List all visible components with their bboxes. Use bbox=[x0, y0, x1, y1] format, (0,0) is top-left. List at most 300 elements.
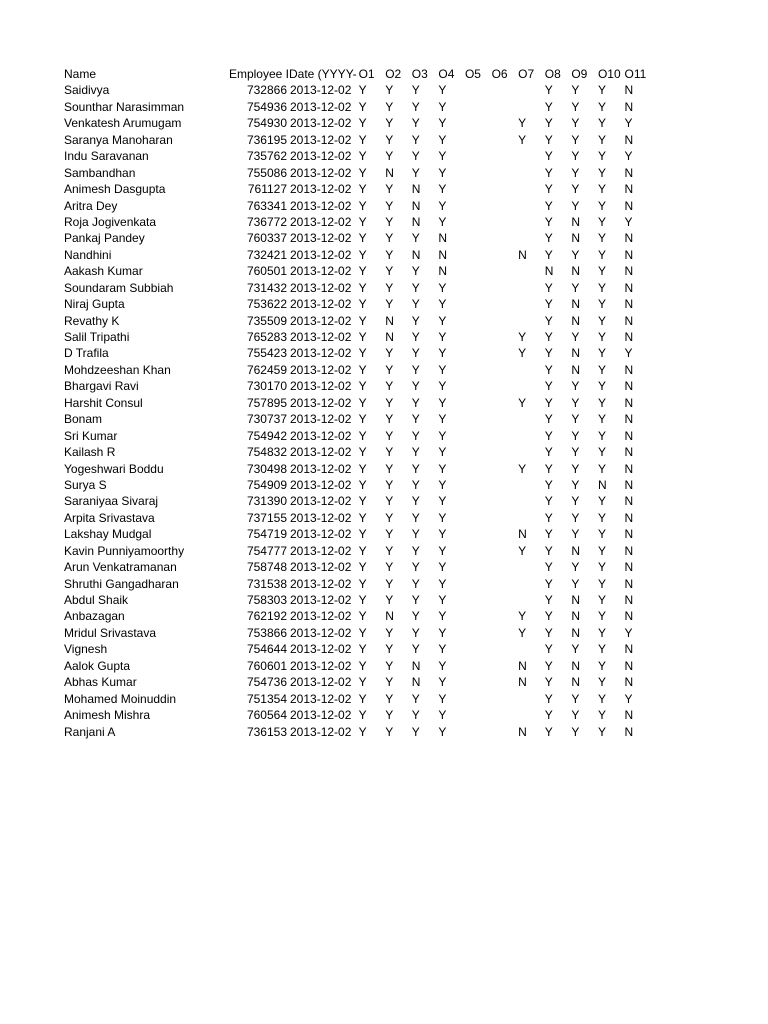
table-row bbox=[64, 165, 649, 181]
cell-o3: Y bbox=[411, 149, 420, 164]
cell-o7 bbox=[516, 477, 543, 493]
cell-o1: Y bbox=[358, 83, 367, 98]
cell-o11: N bbox=[624, 132, 634, 147]
column-header-o7: O7 bbox=[518, 67, 535, 81]
cell-o6 bbox=[490, 362, 517, 378]
cell-o1: Y bbox=[358, 642, 367, 657]
cell-o9: N bbox=[571, 543, 581, 558]
cell-employee-id: 757895 bbox=[246, 395, 287, 410]
table-row bbox=[64, 329, 649, 345]
cell-o11: N bbox=[624, 83, 634, 98]
table-row bbox=[64, 674, 649, 690]
cell-o4: Y bbox=[438, 346, 447, 361]
cell-date: 2013-12-02 bbox=[290, 149, 352, 164]
cell-name: Sambandhan bbox=[64, 165, 136, 180]
cell-o11: Y bbox=[624, 214, 633, 229]
cell-o6 bbox=[490, 625, 517, 641]
cell-o10: Y bbox=[597, 165, 606, 180]
cell-o8: Y bbox=[544, 675, 553, 690]
cell-o11: Y bbox=[624, 149, 633, 164]
cell-o3: N bbox=[411, 675, 421, 690]
cell-o8: Y bbox=[544, 428, 553, 443]
cell-o8: Y bbox=[544, 280, 553, 295]
cell-o2: Y bbox=[385, 214, 394, 229]
cell-o6 bbox=[490, 559, 517, 575]
table-row bbox=[64, 230, 649, 246]
cell-employee-id: 754936 bbox=[246, 99, 287, 114]
cell-o6 bbox=[490, 658, 517, 674]
cell-o10: Y bbox=[597, 264, 606, 279]
cell-o9: Y bbox=[571, 165, 580, 180]
cell-employee-id: 735509 bbox=[246, 313, 287, 328]
cell-name: Anbazagan bbox=[64, 609, 125, 624]
cell-date: 2013-12-02 bbox=[290, 593, 352, 607]
cell-o9: Y bbox=[571, 247, 580, 262]
cell-o9: Y bbox=[571, 461, 580, 476]
cell-employee-id: 736153 bbox=[246, 724, 287, 739]
cell-o7 bbox=[516, 411, 543, 427]
cell-o9: Y bbox=[571, 642, 580, 657]
cell-o4: Y bbox=[438, 362, 447, 377]
cell-o7 bbox=[516, 165, 543, 181]
cell-o5 bbox=[463, 559, 490, 575]
cell-o5 bbox=[463, 198, 490, 214]
cell-o3: Y bbox=[411, 132, 420, 147]
table-row bbox=[64, 510, 649, 526]
cell-o9: Y bbox=[571, 395, 580, 410]
column-header-o1: O1 bbox=[358, 67, 375, 81]
cell-o8: Y bbox=[544, 412, 553, 427]
cell-employee-id: 731432 bbox=[246, 280, 287, 295]
cell-employee-id: 730737 bbox=[246, 412, 287, 427]
cell-o5 bbox=[463, 280, 490, 296]
cell-o2: Y bbox=[385, 675, 394, 690]
cell-o8: Y bbox=[544, 231, 553, 246]
cell-o10: Y bbox=[597, 247, 606, 262]
cell-o8: Y bbox=[544, 297, 553, 312]
cell-o7 bbox=[516, 313, 543, 329]
cell-o5 bbox=[463, 707, 490, 723]
cell-o3: Y bbox=[411, 461, 420, 476]
table-row bbox=[64, 198, 649, 214]
cell-o7: Y bbox=[518, 330, 527, 344]
cell-o10: Y bbox=[597, 149, 606, 164]
cell-o10: Y bbox=[597, 576, 606, 591]
column-header-o10: O10 bbox=[597, 67, 621, 81]
cell-date: 2013-12-02 bbox=[290, 428, 352, 443]
cell-o9: N bbox=[571, 297, 581, 312]
cell-employee-id: 731538 bbox=[246, 576, 287, 591]
cell-o7: N bbox=[518, 675, 527, 690]
cell-employee-id: 736772 bbox=[246, 214, 287, 229]
cell-o7 bbox=[516, 707, 543, 723]
cell-date: 2013-12-02 bbox=[290, 412, 352, 427]
cell-o11: N bbox=[624, 445, 634, 460]
cell-o10: Y bbox=[597, 214, 606, 229]
cell-date: 2013-12-02 bbox=[290, 395, 352, 410]
cell-o11: N bbox=[624, 609, 634, 624]
cell-o7 bbox=[516, 510, 543, 526]
cell-o2: Y bbox=[385, 724, 394, 739]
cell-o1: Y bbox=[358, 231, 367, 246]
cell-o5 bbox=[463, 165, 490, 181]
cell-employee-id: 760564 bbox=[246, 708, 287, 723]
cell-o3: Y bbox=[411, 346, 420, 361]
cell-o7 bbox=[516, 691, 543, 707]
cell-o3: Y bbox=[411, 395, 420, 410]
column-header-o3: O3 bbox=[411, 67, 428, 81]
cell-o2: N bbox=[385, 609, 394, 624]
cell-date: 2013-12-02 bbox=[290, 214, 352, 229]
cell-o9: N bbox=[571, 264, 581, 279]
cell-employee-id: 751354 bbox=[246, 691, 287, 706]
cell-o3: Y bbox=[411, 477, 420, 492]
cell-o8: Y bbox=[544, 165, 553, 180]
cell-o10: Y bbox=[597, 198, 606, 213]
cell-employee-id: 753866 bbox=[246, 625, 287, 640]
cell-o9: Y bbox=[571, 99, 580, 114]
cell-name: Saidivya bbox=[64, 83, 110, 98]
cell-o1: Y bbox=[358, 445, 367, 460]
cell-o9: N bbox=[571, 609, 581, 624]
cell-o1: Y bbox=[358, 658, 367, 673]
table-row bbox=[64, 493, 649, 509]
cell-name: Bhargavi Ravi bbox=[64, 379, 139, 394]
cell-o11: N bbox=[624, 658, 634, 673]
cell-o6 bbox=[490, 247, 517, 263]
table-row bbox=[64, 592, 649, 608]
cell-employee-id: 730170 bbox=[246, 379, 287, 394]
cell-name: Venkatesh Arumugam bbox=[64, 116, 182, 131]
cell-o8: Y bbox=[544, 691, 553, 706]
cell-o7 bbox=[516, 296, 543, 312]
cell-o2: Y bbox=[385, 247, 394, 262]
cell-o10: Y bbox=[597, 708, 606, 723]
cell-o9: Y bbox=[571, 182, 580, 197]
cell-date: 2013-12-02 bbox=[290, 362, 352, 377]
cell-o11: N bbox=[624, 560, 634, 575]
cell-o8: Y bbox=[544, 214, 553, 229]
cell-o4: Y bbox=[438, 461, 447, 476]
cell-o8: Y bbox=[544, 510, 553, 525]
cell-o10: Y bbox=[597, 99, 606, 114]
cell-o4: N bbox=[438, 231, 448, 246]
cell-date: 2013-12-02 bbox=[290, 477, 352, 492]
cell-date: 2013-12-02 bbox=[290, 346, 352, 361]
cell-o7 bbox=[516, 362, 543, 378]
cell-o8: Y bbox=[544, 182, 553, 197]
cell-employee-id: 754930 bbox=[246, 116, 287, 131]
table-row bbox=[64, 82, 649, 98]
cell-o5 bbox=[463, 674, 490, 690]
cell-o1: Y bbox=[358, 149, 367, 164]
cell-o8: Y bbox=[544, 132, 553, 147]
cell-o8: Y bbox=[544, 642, 553, 657]
cell-date: 2013-12-02 bbox=[290, 99, 352, 114]
cell-name: Revathy K bbox=[64, 313, 120, 328]
cell-o7: Y bbox=[518, 395, 527, 410]
cell-o11: N bbox=[624, 264, 634, 279]
cell-employee-id: 732421 bbox=[246, 247, 287, 262]
cell-o1: Y bbox=[358, 99, 367, 114]
cell-o10: Y bbox=[597, 231, 606, 246]
cell-o11: N bbox=[624, 543, 634, 558]
cell-o8: Y bbox=[544, 494, 553, 509]
cell-o2: Y bbox=[385, 99, 394, 114]
cell-o10: Y bbox=[597, 182, 606, 197]
cell-o11: N bbox=[624, 165, 634, 180]
cell-o4: Y bbox=[438, 543, 447, 558]
cell-o3: Y bbox=[411, 231, 420, 246]
cell-name: Lakshay Mudgal bbox=[64, 527, 152, 542]
cell-name: Roja Jogivenkata bbox=[64, 214, 157, 229]
cell-o5 bbox=[463, 329, 490, 345]
cell-o5 bbox=[463, 625, 490, 641]
cell-o11: N bbox=[624, 708, 634, 723]
cell-o2: Y bbox=[385, 132, 394, 147]
cell-o7 bbox=[516, 230, 543, 246]
cell-o11: N bbox=[624, 313, 634, 328]
cell-o1: Y bbox=[358, 510, 367, 525]
cell-name: Aalok Gupta bbox=[64, 658, 131, 673]
cell-o5 bbox=[463, 592, 490, 608]
cell-o8: Y bbox=[544, 116, 553, 131]
cell-o2: Y bbox=[385, 543, 394, 558]
cell-o2: Y bbox=[385, 642, 394, 657]
cell-date: 2013-12-02 bbox=[290, 658, 352, 673]
cell-o5 bbox=[463, 214, 490, 230]
cell-o4: Y bbox=[438, 165, 447, 180]
cell-employee-id: 758748 bbox=[246, 560, 287, 575]
cell-o4: Y bbox=[438, 675, 447, 690]
cell-o9: N bbox=[571, 214, 581, 229]
cell-o7 bbox=[516, 592, 543, 608]
column-header-o4: O4 bbox=[438, 67, 455, 81]
cell-o6 bbox=[490, 691, 517, 707]
column-header-o5: O5 bbox=[464, 67, 481, 81]
cell-o6 bbox=[490, 592, 517, 608]
cell-o1: Y bbox=[358, 330, 367, 344]
cell-o2: Y bbox=[385, 412, 394, 427]
column-header-o2: O2 bbox=[385, 67, 402, 81]
cell-employee-id: 731390 bbox=[246, 494, 287, 509]
cell-o4: Y bbox=[438, 132, 447, 147]
cell-o10: Y bbox=[597, 494, 606, 509]
cell-name: Sounthar Narasimman bbox=[64, 99, 185, 114]
cell-o9: Y bbox=[571, 510, 580, 525]
cell-o7: Y bbox=[518, 543, 527, 558]
cell-o7 bbox=[516, 576, 543, 592]
cell-o9: Y bbox=[571, 708, 580, 723]
cell-o9: Y bbox=[571, 149, 580, 164]
cell-o10: Y bbox=[597, 461, 606, 476]
cell-name: Mohamed Moinuddin bbox=[64, 691, 177, 706]
cell-o11: Y bbox=[624, 691, 633, 706]
cell-o5 bbox=[463, 576, 490, 592]
cell-date: 2013-12-02 bbox=[290, 461, 352, 476]
cell-o9: N bbox=[571, 675, 581, 690]
cell-o4: Y bbox=[438, 149, 447, 164]
cell-o1: Y bbox=[358, 247, 367, 262]
cell-o7: Y bbox=[518, 116, 527, 131]
cell-name: Mridul Srivastava bbox=[64, 625, 157, 640]
cell-o5 bbox=[463, 230, 490, 246]
table-row bbox=[64, 444, 649, 460]
cell-employee-id: 736195 bbox=[246, 132, 287, 147]
cell-o6 bbox=[490, 576, 517, 592]
cell-employee-id: 754942 bbox=[246, 428, 287, 443]
cell-o10: Y bbox=[597, 132, 606, 147]
cell-o2: Y bbox=[385, 362, 394, 377]
cell-o6 bbox=[490, 707, 517, 723]
cell-o6 bbox=[490, 263, 517, 279]
cell-name: Nandhini bbox=[64, 247, 112, 262]
cell-o4: Y bbox=[438, 625, 447, 640]
cell-o8: Y bbox=[544, 609, 553, 624]
cell-date: 2013-12-02 bbox=[290, 543, 352, 558]
cell-o9: N bbox=[571, 231, 581, 246]
cell-o8: Y bbox=[544, 445, 553, 460]
cell-o6 bbox=[490, 444, 517, 460]
cell-name: Saranya Manoharan bbox=[64, 132, 173, 147]
cell-o8: Y bbox=[544, 99, 553, 114]
cell-o4: Y bbox=[438, 510, 447, 525]
cell-o5 bbox=[463, 526, 490, 542]
cell-o11: Y bbox=[624, 116, 633, 131]
cell-o6 bbox=[490, 378, 517, 394]
cell-o1: Y bbox=[358, 708, 367, 723]
cell-o2: Y bbox=[385, 691, 394, 706]
cell-o5 bbox=[463, 296, 490, 312]
cell-o3: Y bbox=[411, 527, 420, 542]
column-header-date: Date (YYYY- bbox=[289, 67, 357, 81]
cell-o1: Y bbox=[358, 675, 367, 690]
cell-o5 bbox=[463, 378, 490, 394]
cell-o3: Y bbox=[411, 625, 420, 640]
cell-o4: N bbox=[438, 247, 448, 262]
cell-o5 bbox=[463, 510, 490, 526]
cell-o6 bbox=[490, 641, 517, 657]
cell-date: 2013-12-02 bbox=[290, 691, 352, 706]
cell-o9: Y bbox=[571, 428, 580, 443]
table-row bbox=[64, 428, 649, 444]
cell-employee-id: 754736 bbox=[246, 675, 287, 690]
cell-o11: N bbox=[624, 395, 634, 410]
cell-o3: Y bbox=[411, 165, 420, 180]
cell-o11: N bbox=[624, 247, 634, 262]
cell-o8: Y bbox=[544, 362, 553, 377]
cell-o6 bbox=[490, 510, 517, 526]
table-row bbox=[64, 658, 649, 674]
cell-o10: Y bbox=[597, 560, 606, 575]
cell-o5 bbox=[463, 99, 490, 115]
cell-o10: N bbox=[597, 477, 607, 492]
cell-o9: Y bbox=[571, 576, 580, 591]
cell-o10: Y bbox=[597, 527, 606, 542]
table-row bbox=[64, 296, 649, 312]
cell-o2: Y bbox=[385, 494, 394, 509]
cell-name: Vignesh bbox=[64, 642, 108, 657]
cell-o5 bbox=[463, 115, 490, 131]
cell-o2: Y bbox=[385, 576, 394, 591]
cell-o3: Y bbox=[411, 412, 420, 427]
cell-o1: Y bbox=[358, 461, 367, 476]
cell-o8: Y bbox=[544, 83, 553, 98]
cell-o8: Y bbox=[544, 593, 553, 607]
cell-o6 bbox=[490, 724, 517, 740]
cell-o7 bbox=[516, 444, 543, 460]
cell-date: 2013-12-02 bbox=[290, 83, 352, 98]
cell-o4: Y bbox=[438, 445, 447, 460]
cell-o5 bbox=[463, 411, 490, 427]
cell-o10: Y bbox=[597, 510, 606, 525]
cell-date: 2013-12-02 bbox=[290, 116, 352, 131]
cell-o10: Y bbox=[597, 395, 606, 410]
cell-o11: N bbox=[624, 724, 634, 739]
cell-o3: Y bbox=[411, 691, 420, 706]
cell-o7 bbox=[516, 181, 543, 197]
cell-o11: N bbox=[624, 198, 634, 213]
cell-o4: Y bbox=[438, 691, 447, 706]
cell-o8: Y bbox=[544, 395, 553, 410]
cell-o5 bbox=[463, 263, 490, 279]
cell-o2: Y bbox=[385, 297, 394, 312]
cell-o7 bbox=[516, 263, 543, 279]
cell-date: 2013-12-02 bbox=[290, 247, 352, 262]
cell-o9: Y bbox=[571, 494, 580, 509]
cell-o11: N bbox=[624, 362, 634, 377]
cell-o2: Y bbox=[385, 280, 394, 295]
cell-o3: Y bbox=[411, 83, 420, 98]
cell-o8: Y bbox=[544, 247, 553, 262]
cell-o4: Y bbox=[438, 609, 447, 624]
cell-o10: Y bbox=[597, 428, 606, 443]
cell-o6 bbox=[490, 493, 517, 509]
table-row bbox=[64, 263, 649, 279]
cell-date: 2013-12-02 bbox=[290, 609, 352, 624]
cell-name: Saraniyaa Sivaraj bbox=[64, 494, 159, 509]
cell-o8: Y bbox=[544, 477, 553, 492]
cell-o3: Y bbox=[411, 494, 420, 509]
cell-employee-id: 735762 bbox=[246, 149, 287, 164]
cell-employee-id: 765283 bbox=[246, 330, 287, 344]
cell-o7: N bbox=[518, 527, 527, 542]
table-row bbox=[64, 526, 649, 542]
cell-o9: N bbox=[571, 658, 581, 673]
cell-o11: N bbox=[624, 477, 634, 492]
cell-o9: N bbox=[571, 346, 581, 361]
cell-o7: Y bbox=[518, 346, 527, 361]
cell-o11: N bbox=[624, 99, 634, 114]
cell-o10: Y bbox=[597, 625, 606, 640]
cell-o3: Y bbox=[411, 609, 420, 624]
cell-o5 bbox=[463, 428, 490, 444]
table-row bbox=[64, 148, 649, 164]
cell-name: Sri Kumar bbox=[64, 428, 118, 443]
cell-o9: N bbox=[571, 313, 581, 328]
cell-o5 bbox=[463, 641, 490, 657]
cell-date: 2013-12-02 bbox=[290, 313, 352, 328]
cell-o6 bbox=[490, 280, 517, 296]
cell-o7: N bbox=[518, 247, 527, 262]
cell-o7 bbox=[516, 82, 543, 98]
cell-o8: Y bbox=[544, 708, 553, 723]
cell-o7 bbox=[516, 559, 543, 575]
cell-o4: Y bbox=[438, 297, 447, 312]
cell-o3: N bbox=[411, 658, 421, 673]
cell-date: 2013-12-02 bbox=[290, 280, 352, 295]
cell-name: Mohdzeeshan Khan bbox=[64, 362, 171, 377]
